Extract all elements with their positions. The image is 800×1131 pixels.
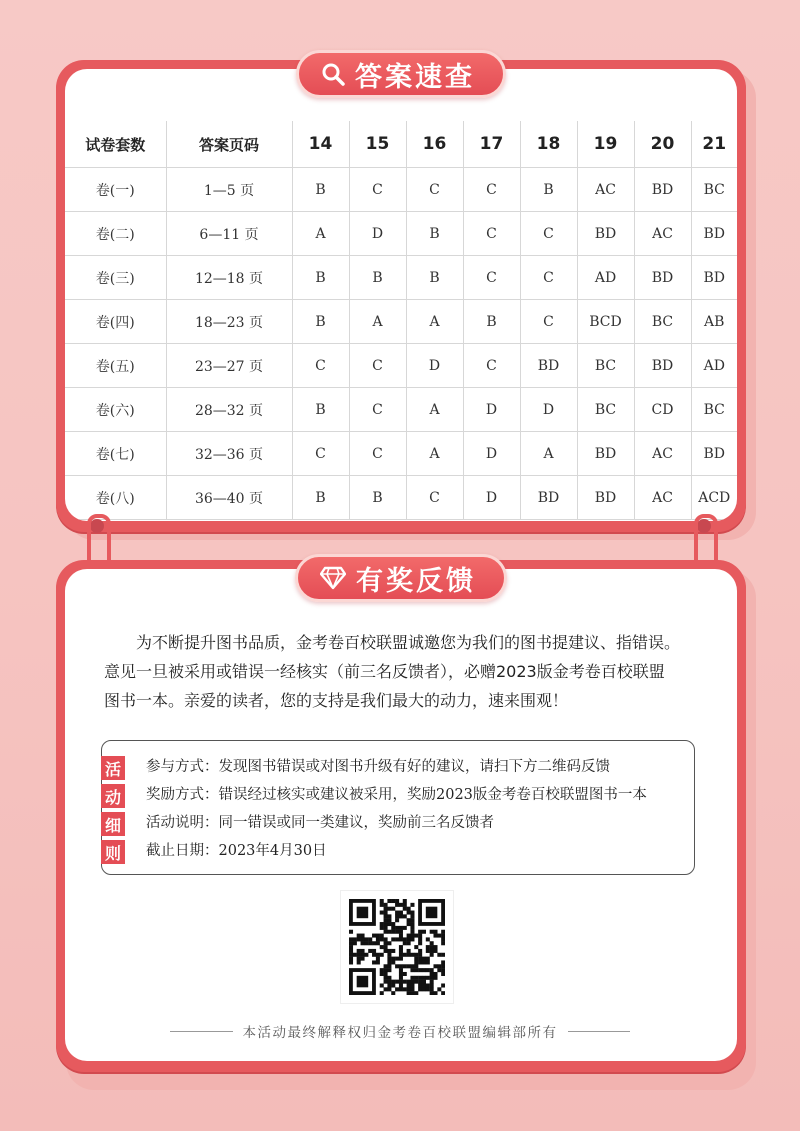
footer-dash-left: [170, 1031, 233, 1032]
answer-cell: C: [349, 432, 406, 476]
table-row: [65, 212, 737, 256]
answer-cell: AC: [577, 168, 634, 212]
answer-cell: B: [520, 168, 577, 212]
page-range-cell: 12—18 页: [166, 256, 292, 300]
paper-name-cell: 卷(一): [65, 168, 166, 212]
answer-cell: AC: [634, 476, 691, 520]
answer-cell: BD: [691, 212, 737, 256]
rule-tag-4: 则: [101, 840, 125, 864]
column-header: 14: [292, 121, 349, 168]
rule-reward: 奖励方式：错误经过核实或建议被采用，奖励2023版金考卷百校联盟图书一本: [146, 787, 647, 803]
rule-tag-2: 动: [101, 784, 125, 808]
answer-cell: BD: [520, 344, 577, 388]
answer-cell: D: [349, 212, 406, 256]
answer-cell: AD: [691, 344, 737, 388]
answer-cell: BD: [691, 256, 737, 300]
answer-cell: C: [463, 168, 520, 212]
feedback-intro: [104, 628, 704, 715]
table-row: [65, 388, 737, 432]
paper-name-cell: 卷(六): [65, 388, 166, 432]
answer-cell: D: [463, 476, 520, 520]
answer-cell: BD: [520, 476, 577, 520]
answer-cell: BD: [634, 256, 691, 300]
answer-cell: C: [349, 344, 406, 388]
answer-cell: C: [406, 168, 463, 212]
table-header-row: [65, 121, 737, 168]
rule-tag-3: 细: [101, 812, 125, 836]
answer-cell: C: [520, 256, 577, 300]
answer-cell: D: [406, 344, 463, 388]
answer-cell: C: [292, 344, 349, 388]
answer-cell: C: [520, 212, 577, 256]
answer-cell: C: [349, 168, 406, 212]
answer-cell: A: [349, 300, 406, 344]
answer-cell: BC: [577, 344, 634, 388]
paper-name-cell: 卷(五): [65, 344, 166, 388]
answer-cell: BD: [634, 168, 691, 212]
answer-title-pill: [296, 50, 506, 98]
diamond-icon: [320, 566, 346, 590]
answer-cell: BD: [577, 212, 634, 256]
paper-name-cell: 卷(四): [65, 300, 166, 344]
footer-dash-right: [568, 1031, 631, 1032]
answer-cell: C: [292, 432, 349, 476]
rule-deadline: 截止日期：2023年4月30日: [146, 843, 327, 859]
answer-cell: C: [463, 212, 520, 256]
page-range-cell: 1—5 页: [166, 168, 292, 212]
answer-cell: BD: [577, 432, 634, 476]
table-row: [65, 344, 737, 388]
rule-participation: 参与方式：发现图书错误或对图书升级有好的建议，请扫下方二维码反馈: [146, 759, 610, 775]
answer-cell: C: [520, 300, 577, 344]
answer-cell: BD: [691, 432, 737, 476]
answer-cell: D: [463, 432, 520, 476]
table-row: [65, 168, 737, 212]
intro-line-3: 图书一本。亲爱的读者，您的支持是我们最大的动力，速来围观！: [104, 691, 569, 710]
column-header: 16: [406, 121, 463, 168]
answer-cell: BCD: [577, 300, 634, 344]
footer-text: 本活动最终解释权归金考卷百校联盟编辑部所有: [242, 1025, 558, 1041]
answer-cell: A: [406, 300, 463, 344]
column-header: 19: [577, 121, 634, 168]
answer-cell: A: [520, 432, 577, 476]
answer-cell: CD: [634, 388, 691, 432]
answer-cell: A: [406, 388, 463, 432]
qr-code-icon[interactable]: [349, 899, 445, 995]
table-row: [65, 476, 737, 520]
page-range-cell: 36—40 页: [166, 476, 292, 520]
column-header: 17: [463, 121, 520, 168]
answer-cell: AC: [634, 432, 691, 476]
search-icon: [321, 62, 345, 86]
answer-cell: A: [406, 432, 463, 476]
intro-line-1: 为不断提升图书品质，金考卷百校联盟诚邀您为我们的图书提建议、指错误。: [136, 633, 681, 652]
answer-cell: B: [349, 256, 406, 300]
answer-cell: B: [349, 476, 406, 520]
table-row: [65, 432, 737, 476]
answer-cell: B: [292, 168, 349, 212]
answer-cell: B: [292, 476, 349, 520]
answer-cell: A: [292, 212, 349, 256]
answer-cell: BC: [691, 388, 737, 432]
footer-note: [170, 1021, 630, 1041]
answer-cell: C: [463, 256, 520, 300]
page-range-cell: 23—27 页: [166, 344, 292, 388]
answer-title: 答案速查: [355, 61, 475, 93]
answer-cell: AB: [691, 300, 737, 344]
answer-cell: C: [406, 476, 463, 520]
answer-cell: BD: [634, 344, 691, 388]
answer-cell: C: [463, 344, 520, 388]
answer-cell: ACD: [691, 476, 737, 520]
feedback-title-pill: [295, 554, 507, 602]
answer-cell: C: [349, 388, 406, 432]
answer-cell: BC: [577, 388, 634, 432]
answer-cell: AD: [577, 256, 634, 300]
table-body: [65, 168, 737, 520]
answer-card: [56, 60, 746, 532]
answer-cell: B: [463, 300, 520, 344]
column-header: 20: [634, 121, 691, 168]
table-row: [65, 300, 737, 344]
answer-table: [65, 121, 737, 520]
rule-description: 活动说明：同一错误或同一类建议，奖励前三名反馈者: [146, 815, 494, 831]
column-header: 试卷套数: [65, 121, 166, 168]
answer-cell: D: [463, 388, 520, 432]
table-row: [65, 256, 737, 300]
answer-cell: B: [406, 212, 463, 256]
column-header: 21: [691, 121, 737, 168]
qr-code-frame[interactable]: [341, 891, 453, 1003]
rule-tag-1: 活: [101, 756, 125, 780]
page-range-cell: 18—23 页: [166, 300, 292, 344]
column-header: 18: [520, 121, 577, 168]
answer-cell: BC: [691, 168, 737, 212]
answer-cell: B: [292, 300, 349, 344]
answer-card-body: [65, 69, 737, 521]
page-range-cell: 32—36 页: [166, 432, 292, 476]
answer-cell: AC: [634, 212, 691, 256]
feedback-title: 有奖反馈: [356, 565, 476, 597]
paper-name-cell: 卷(三): [65, 256, 166, 300]
page-range-cell: 6—11 页: [166, 212, 292, 256]
column-header: 答案页码: [166, 121, 292, 168]
answer-cell: D: [520, 388, 577, 432]
intro-line-2: 意见一旦被采用或错误一经核实（前三名反馈者），必赠2023版金考卷百校联盟: [104, 662, 665, 681]
paper-name-cell: 卷(二): [65, 212, 166, 256]
answer-cell: BD: [577, 476, 634, 520]
paper-name-cell: 卷(八): [65, 476, 166, 520]
answer-cell: B: [292, 388, 349, 432]
answer-cell: BC: [634, 300, 691, 344]
answer-cell: B: [292, 256, 349, 300]
page-range-cell: 28—32 页: [166, 388, 292, 432]
column-header: 15: [349, 121, 406, 168]
paper-name-cell: 卷(七): [65, 432, 166, 476]
answer-cell: B: [406, 256, 463, 300]
